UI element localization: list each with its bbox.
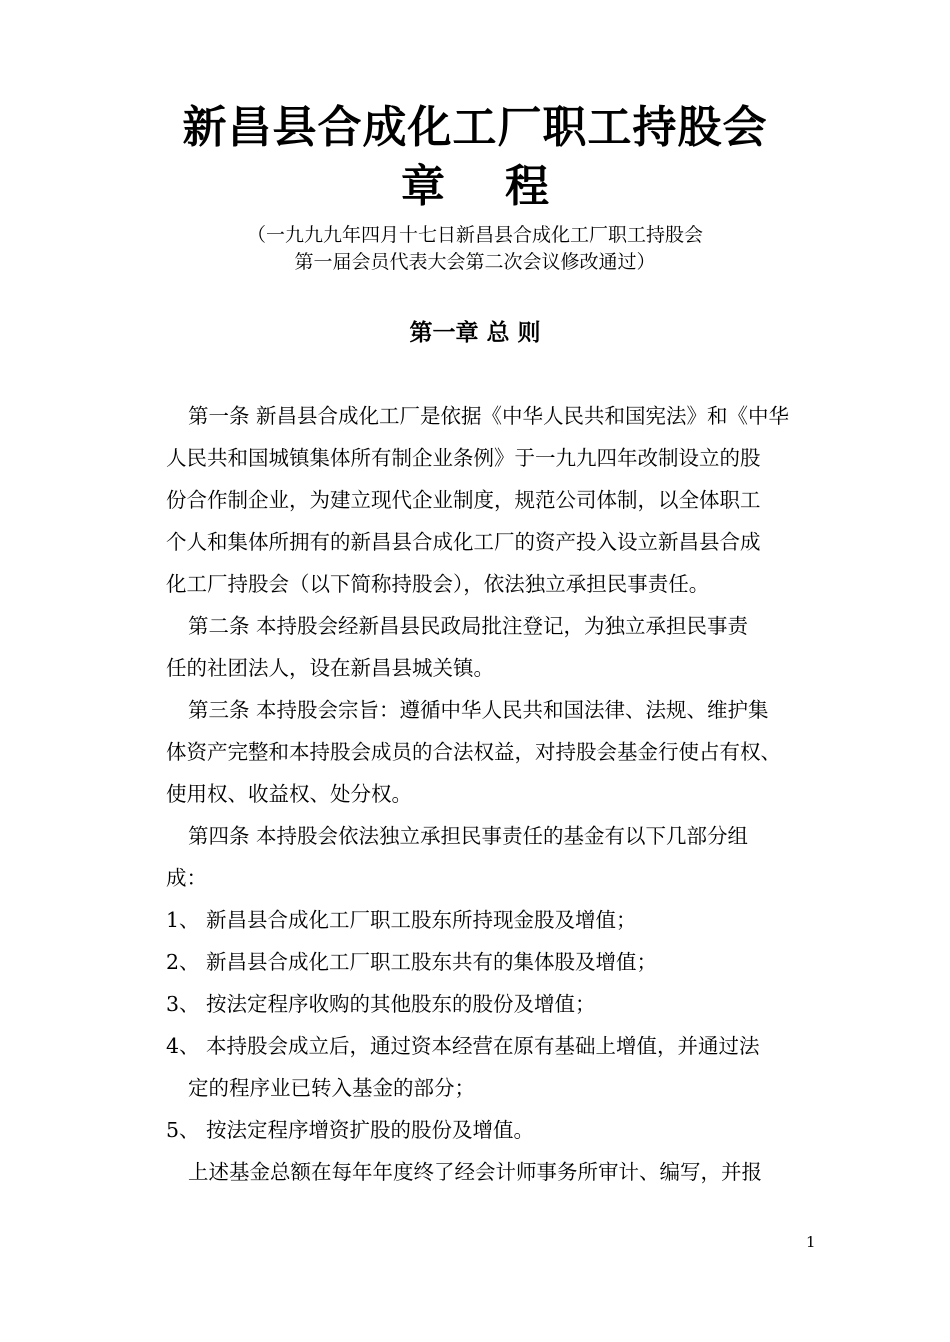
note-line-2: 第一届会员代表大会第二次会议修改通过）	[294, 251, 656, 273]
body-line: 份合作制企业，为建立现代企业制度，规范公司体制，以全体职工	[166, 488, 761, 512]
body-line: 体资产完整和本持股会成员的合法权益，对持股会基金行使占有权、	[166, 740, 781, 764]
body-line: 上述基金总额在每年年度终了经会计师事务所审计、编写，并报	[188, 1160, 762, 1184]
list-item: 4、 本持股会成立后，通过资本经营在原有基础上增值，并通过法	[166, 1034, 760, 1058]
document-subtitle	[0, 158, 950, 216]
body-line: 人民共和国城镇集体所有制企业条例》于一九九四年改制设立的股	[166, 446, 761, 470]
list-item: 5、 按法定程序增资扩股的股份及增值。	[166, 1118, 535, 1142]
body-line: 任的社团法人，设在新昌县城关镇。	[166, 656, 494, 680]
body-line: 化工厂持股会（以下简称持股会），依法独立承担民事责任。	[166, 572, 710, 596]
body-line: 第四条 本持股会依法独立承担民事责任的基金有以下几部分组	[188, 824, 749, 848]
body-line: 第三条 本持股会宗旨：遵循中华人民共和国法律、法规、维护集	[188, 698, 769, 722]
note-line-1: （一九九九年四月十七日新昌县合成化工厂职工持股会	[246, 224, 703, 246]
body-line: 第一条 新昌县合成化工厂是依据《中华人民共和国宪法》和《中华	[188, 404, 790, 428]
body-line: 个人和集体所拥有的新昌县合成化工厂的资产投入设立新昌县合成	[166, 530, 761, 554]
subtitle-part2: 程	[505, 161, 549, 212]
body-line: 使用权、收益权、处分权。	[166, 782, 412, 806]
document-body	[166, 395, 826, 1193]
list-item: 1、 新昌县合成化工厂职工股东所持现金股及增值；	[166, 908, 637, 932]
page-number: 1	[806, 1233, 816, 1251]
document-title: 新昌县合成化工厂职工持股会	[182, 102, 768, 153]
list-item: 3、 按法定程序收购的其他股东的股份及增值；	[166, 992, 596, 1016]
adoption-note	[0, 222, 950, 276]
chapter-heading: 第一章 总 则	[409, 319, 541, 346]
body-line: 成：	[166, 866, 207, 890]
body-line: 第二条 本持股会经新昌县民政局批注登记，为独立承担民事责	[188, 614, 749, 638]
subtitle-part1: 章	[401, 161, 445, 212]
list-item-continuation: 定的程序业已转入基金的部分；	[188, 1076, 475, 1100]
list-item: 2、 新昌县合成化工厂职工股东共有的集体股及增值；	[166, 950, 658, 974]
